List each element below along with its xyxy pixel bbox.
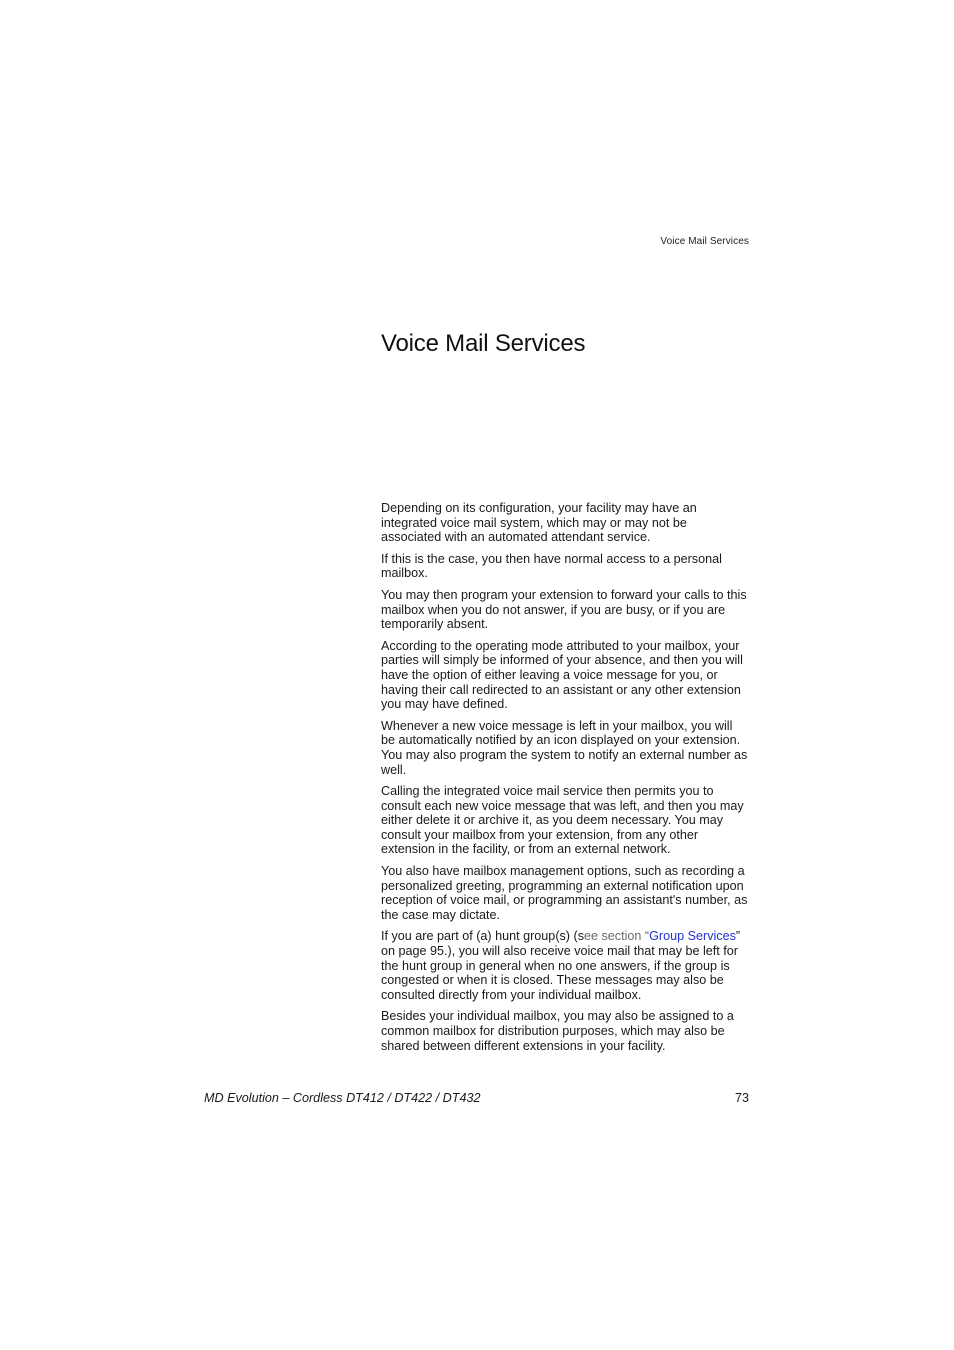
footer-document-title: MD Evolution – Cordless DT412 / DT422 / DT432 [204, 1091, 481, 1105]
cross-reference-prefix: ee section “ [584, 929, 650, 944]
paragraph-operating-mode: According to the operating mode attributed to your mailbox, your parties will simply be informed of your absence, and then you will have the option of either leaving a voice message for you, or having their call redirected to an assistant or any other extension you may have defined. [381, 638, 743, 712]
footer-page-number: 73 [734, 1091, 749, 1105]
paragraph-common-mailbox: Besides your individual mailbox, you may also be assigned to a common mailbox for distribution purposes, which may also be shared between different extensions in your facility. [381, 1009, 734, 1053]
paragraph-new-message-notification: Whenever a new voice message is left in your mailbox, you will be automatically notified by an icon displayed on your extension. You may also program the system to notify an external number as well. [381, 718, 748, 777]
paragraph-personal-mailbox: If this is the case, you then have normal access to a personal mailbox. [381, 551, 722, 581]
group-services-link[interactable]: Group Services [649, 929, 736, 944]
paragraph-forward-calls: You may then program your extension to forward your calls to this mailbox when you do not answer, if you are busy, or if you are temporarily absent. [381, 587, 747, 632]
chapter-title: Voice Mail Services [381, 330, 586, 357]
paragraph-integrated-voice-mail: Depending on its configuration, your facility may have an integrated voice mail system, which may or may not be associated with an automated attendant service. [381, 501, 697, 545]
hunt-text-before: If you are part of (a) hunt group(s) (s [381, 929, 584, 944]
paragraph-consult-messages: Calling the integrated voice mail service then permits you to consult each new voice message that was left, and then you may either delete it or archive it, as you deem necessary. You may consult your mailbox from your extension, from any other extension in the facility, or from an external network. [381, 784, 744, 857]
running-header: Voice Mail Services [660, 236, 749, 247]
body-text [381, 501, 749, 1060]
hunt-text-after: ” on page 95.), you will also receive voice mail that may be left for the hunt group in general when no one answers, if the group is congested or when it is closed. These messages may also be consulted directly from your individual mailbox. [381, 929, 741, 1002]
paragraph-management-options: You also have mailbox management options, such as recording a personalized greeting, programming an external notification upon reception of voice mail, or programming an assistant's number, as the case may dictate. [381, 864, 748, 922]
paragraph-hunt-groups [381, 929, 749, 1002]
